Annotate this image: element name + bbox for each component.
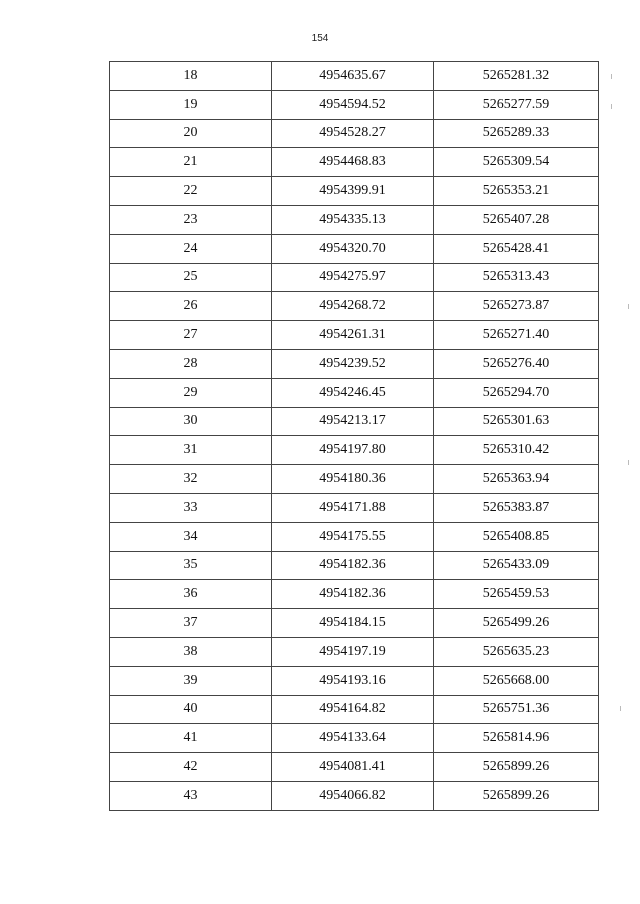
y-coordinate-cell: 5265459.53	[434, 580, 599, 609]
table-row	[110, 90, 599, 119]
table-row	[110, 292, 599, 321]
y-coordinate-cell: 5265271.40	[434, 321, 599, 350]
table-row	[110, 465, 599, 494]
x-coordinate-cell: 4954197.80	[272, 436, 434, 465]
scan-artifact	[628, 460, 629, 465]
point-number-cell: 19	[110, 90, 272, 119]
y-coordinate-cell: 5265353.21	[434, 177, 599, 206]
point-number-cell: 42	[110, 753, 272, 782]
y-coordinate-cell: 5265408.85	[434, 522, 599, 551]
y-coordinate-cell: 5265289.33	[434, 119, 599, 148]
coordinates-table	[109, 61, 599, 811]
y-coordinate-cell: 5265635.23	[434, 637, 599, 666]
y-coordinate-cell: 5265428.41	[434, 234, 599, 263]
y-coordinate-cell: 5265751.36	[434, 695, 599, 724]
x-coordinate-cell: 4954213.17	[272, 407, 434, 436]
x-coordinate-cell: 4954193.16	[272, 666, 434, 695]
point-number-cell: 18	[110, 62, 272, 91]
point-number-cell: 20	[110, 119, 272, 148]
point-number-cell: 41	[110, 724, 272, 753]
table-row	[110, 205, 599, 234]
table-row	[110, 522, 599, 551]
point-number-cell: 40	[110, 695, 272, 724]
x-coordinate-cell: 4954066.82	[272, 781, 434, 810]
table-row	[110, 609, 599, 638]
x-coordinate-cell: 4954320.70	[272, 234, 434, 263]
x-coordinate-cell: 4954239.52	[272, 349, 434, 378]
point-number-cell: 33	[110, 493, 272, 522]
point-number-cell: 37	[110, 609, 272, 638]
table-row	[110, 551, 599, 580]
point-number-cell: 30	[110, 407, 272, 436]
point-number-cell: 29	[110, 378, 272, 407]
x-coordinate-cell: 4954182.36	[272, 551, 434, 580]
x-coordinate-cell: 4954081.41	[272, 753, 434, 782]
x-coordinate-cell: 4954197.19	[272, 637, 434, 666]
scan-artifact	[611, 104, 612, 109]
point-number-cell: 28	[110, 349, 272, 378]
y-coordinate-cell: 5265273.87	[434, 292, 599, 321]
point-number-cell: 26	[110, 292, 272, 321]
x-coordinate-cell: 4954133.64	[272, 724, 434, 753]
table-row	[110, 724, 599, 753]
x-coordinate-cell: 4954261.31	[272, 321, 434, 350]
point-number-cell: 31	[110, 436, 272, 465]
point-number-cell: 25	[110, 263, 272, 292]
table-row	[110, 263, 599, 292]
y-coordinate-cell: 5265899.26	[434, 753, 599, 782]
table-row	[110, 695, 599, 724]
point-number-cell: 21	[110, 148, 272, 177]
table-row	[110, 407, 599, 436]
table-row	[110, 753, 599, 782]
x-coordinate-cell: 4954182.36	[272, 580, 434, 609]
y-coordinate-cell: 5265309.54	[434, 148, 599, 177]
table-row	[110, 177, 599, 206]
x-coordinate-cell: 4954635.67	[272, 62, 434, 91]
table-row	[110, 321, 599, 350]
point-number-cell: 23	[110, 205, 272, 234]
point-number-cell: 24	[110, 234, 272, 263]
y-coordinate-cell: 5265277.59	[434, 90, 599, 119]
table-row	[110, 781, 599, 810]
point-number-cell: 38	[110, 637, 272, 666]
y-coordinate-cell: 5265301.63	[434, 407, 599, 436]
y-coordinate-cell: 5265363.94	[434, 465, 599, 494]
scan-artifact	[628, 304, 629, 309]
x-coordinate-cell: 4954468.83	[272, 148, 434, 177]
coordinates-table-body	[110, 62, 599, 811]
x-coordinate-cell: 4954528.27	[272, 119, 434, 148]
point-number-cell: 35	[110, 551, 272, 580]
table-row	[110, 234, 599, 263]
table-row	[110, 580, 599, 609]
x-coordinate-cell: 4954164.82	[272, 695, 434, 724]
y-coordinate-cell: 5265310.42	[434, 436, 599, 465]
y-coordinate-cell: 5265499.26	[434, 609, 599, 638]
page-number: 154	[311, 33, 329, 44]
point-number-cell: 32	[110, 465, 272, 494]
point-number-cell: 43	[110, 781, 272, 810]
point-number-cell: 34	[110, 522, 272, 551]
table-row	[110, 493, 599, 522]
table-row	[110, 637, 599, 666]
table-row	[110, 666, 599, 695]
point-number-cell: 36	[110, 580, 272, 609]
y-coordinate-cell: 5265814.96	[434, 724, 599, 753]
x-coordinate-cell: 4954184.15	[272, 609, 434, 638]
point-number-cell: 22	[110, 177, 272, 206]
x-coordinate-cell: 4954335.13	[272, 205, 434, 234]
y-coordinate-cell: 5265313.43	[434, 263, 599, 292]
x-coordinate-cell: 4954175.55	[272, 522, 434, 551]
x-coordinate-cell: 4954399.91	[272, 177, 434, 206]
y-coordinate-cell: 5265433.09	[434, 551, 599, 580]
y-coordinate-cell: 5265276.40	[434, 349, 599, 378]
y-coordinate-cell: 5265407.28	[434, 205, 599, 234]
point-number-cell: 27	[110, 321, 272, 350]
x-coordinate-cell: 4954594.52	[272, 90, 434, 119]
x-coordinate-cell: 4954180.36	[272, 465, 434, 494]
table-row	[110, 378, 599, 407]
y-coordinate-cell: 5265383.87	[434, 493, 599, 522]
y-coordinate-cell: 5265899.26	[434, 781, 599, 810]
y-coordinate-cell: 5265294.70	[434, 378, 599, 407]
table-row	[110, 62, 599, 91]
y-coordinate-cell: 5265668.00	[434, 666, 599, 695]
x-coordinate-cell: 4954275.97	[272, 263, 434, 292]
scan-artifact	[620, 706, 621, 711]
table-row	[110, 349, 599, 378]
x-coordinate-cell: 4954171.88	[272, 493, 434, 522]
x-coordinate-cell: 4954246.45	[272, 378, 434, 407]
table-row	[110, 436, 599, 465]
table-row	[110, 119, 599, 148]
scan-artifact	[611, 74, 612, 79]
table-row	[110, 148, 599, 177]
y-coordinate-cell: 5265281.32	[434, 62, 599, 91]
x-coordinate-cell: 4954268.72	[272, 292, 434, 321]
point-number-cell: 39	[110, 666, 272, 695]
